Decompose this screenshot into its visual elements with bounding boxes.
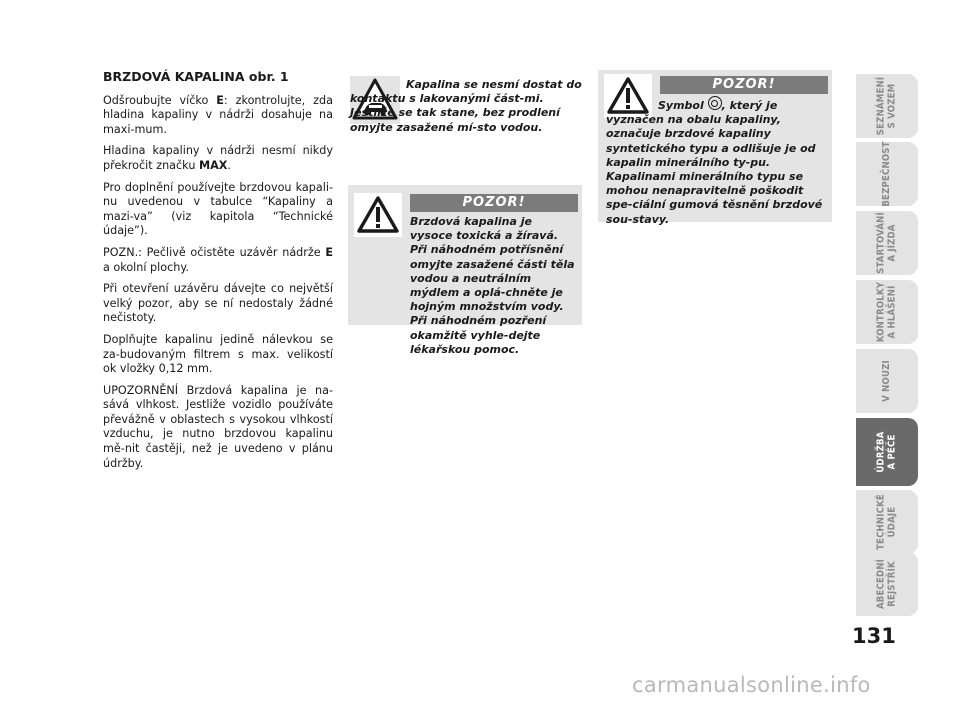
cap-label-e-2: E <box>325 245 333 259</box>
section-title: BRZDOVÁ KAPALINA <box>103 69 245 84</box>
toxic-warning-text: Brzdová kapalina je vysoce toxická a žíravá. Při náhodném potřísnění omyjte zasažené části těla vodou a neutrálním mýdlem a oplá-chněte je hojným množstvím vody. Při náhodném pozření okamžitě vyhle-dejte lékařskou pomoc. <box>410 215 575 356</box>
paragraph-5: Při otevření uzávěru dávejte co největší velký pozor, aby se ní nedostaly žádné nečistoty. <box>103 282 333 325</box>
watermark[interactable]: carmanualsonline.info <box>632 673 871 697</box>
paragraph-4: POZN.: Pečlivě očistěte uzávěr nádrže E a okolní plochy. <box>103 245 333 274</box>
symbol-warning-box <box>598 70 832 226</box>
max-mark: MAX <box>198 158 228 172</box>
section-heading <box>103 70 333 85</box>
synthetic-fluid-symbol-icon <box>708 96 722 110</box>
tab-bezpecnost[interactable]: BEZPEČNOST <box>856 142 918 206</box>
tab-kontrolky[interactable]: KONTROLKY A HLÁŠENÍ <box>856 280 918 344</box>
tab-abecedni-rejstrik[interactable]: ABECEDNÍ REJSTŘÍK <box>856 552 918 616</box>
paragraph-2: Hladina kapaliny v nádrži nesmí nikdy překročit značku MAX. <box>103 144 333 172</box>
page-number: 131 <box>852 624 896 648</box>
tab-v-nouzi[interactable]: V NOUZI <box>856 349 918 413</box>
tab-udrzba[interactable]: ÚDRŽBA A PÉČE <box>856 418 918 486</box>
warning-header: POZOR! <box>410 194 578 212</box>
symbol-warning-text: Symbol , který je vyznačen na obalu kapaliny, označuje brzdové kapaliny syntetického typu a odlišuje je od kapalin minerálního ty-pu. Kapalinami minerálního typu se mohou nenapravitelně poškodit spe-ciální gumová těsnění brzdové sou-stavy. <box>606 96 828 227</box>
paragraph-3: Pro doplnění používejte brzdovou kapali-nu uvedenou v tabulce “Kapaliny a mazi-va” (viz kapitola “Technické údaje”). <box>103 180 333 238</box>
paragraph-1: Odšroubujte víčko E: zkontrolujte, zda hladina kapaliny v nádrži dosahuje na maxi-mum. <box>103 93 333 136</box>
paint-warning-text: Kapalina se nesmí dostat do kontaktu s lakovanými část-mi. Jestliže se tak stane, bez prodlení omyjte zasažené mí-sto vodou. <box>350 78 582 134</box>
paragraph-7: UPOZORNĚNÍ Brzdová kapalina je na-sává vlhkost. Jestliže vozidlo používáte převážně v oblastech s vysokou vlhkostí vzduchu, je nutno brzdovou kapalinu mě-nit častěji, než je uvedeno v plánu údržby. <box>103 383 333 470</box>
main-text-column <box>103 70 333 478</box>
toxic-warning-box <box>348 185 582 356</box>
tab-technicke-udaje[interactable]: TECHNICKÉ ÚDAJE <box>856 490 918 554</box>
tab-startovani[interactable]: STARTOVÁNÍ A JÍZDA <box>856 211 918 275</box>
cap-label-e: E <box>216 93 224 107</box>
warning-header-2: POZOR! <box>660 76 828 94</box>
paint-warning-box <box>348 70 582 156</box>
figure-reference: obr. 1 <box>248 69 289 84</box>
paragraph-6: Doplňujte kapalinu jedině nálevkou se za-budovaným filtrem s max. velikostí ok vložky 0,12 mm. <box>103 332 333 376</box>
tab-seznameni[interactable]: SEZNÁMENÍ S VOZEM <box>856 74 918 138</box>
